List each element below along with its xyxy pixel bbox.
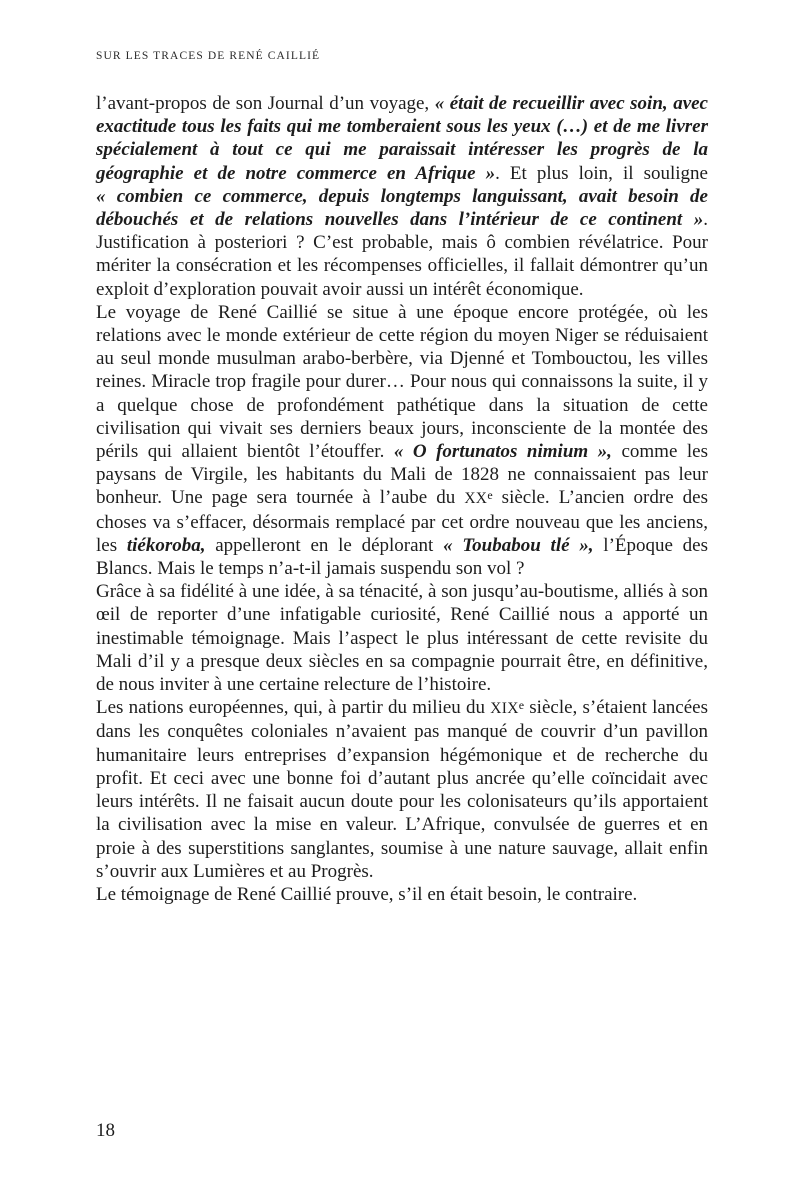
text-run: tiékoroba, [126,534,206,556]
text-run: Le voyage de René Caillié se situe à une époque encore protégée, où les relations avec le monde extérieur de cette région du moyen Niger se réduisaient au seul monde musulman arabo-berbère, via Djenné et Tombouctou, les villes reines. Miracle trop fragile pour durer… Pour nous qui connaissons la suite, il y a quelque chose de profondément pathétique dans la situation de cette civilisation qui vivait ses derniers beaux jours, inconsciente de la montée des périls qui allaient bientôt l’étouffer. [96,301,708,463]
text-run: siècle, s’étaient lancées dans les conquêtes coloniales n’avaient pas manqué de couvrir d’un pavillon humanitaire leurs entreprises d’expansion hégémonique et de recherche du profit. Et ceci avec une bonne foi d’autant plus ancrée qu’elle coïncidait avec leurs intérêts. Il ne faisait aucun doute pour les colonisateurs qu’ils apportaient la civilisation avec la mise en valeur. L’Afrique, convulsée de guerres et en proie à des superstitions sanglantes, soumise à une nature sauvage, allait enfin s’ouvrir aux Lumières et au Progrès. [96,697,709,882]
text-run: XIX [490,700,519,718]
text-run: . Justification à posteriori ? C’est probable, mais ô combien révélatrice. Pour mériter la consécration et les récompenses officielles, il fallait démontrer qu’un exploit d’exploration pouvait avoir aussi un intérêt économique. [96,209,708,300]
text-run: l’avant-propos de son Journal d’un voyage, [96,93,435,114]
text-run: « était de recueillir avec soin, avec exactitude tous les faits qui me tomberaient sous les yeux (…) et de me livrer spécialement à tout ce qui me paraissait intéresser les progrès de la géographie et de notre commerce en Afrique » [96,93,708,184]
text-run: Les nations européennes, qui, à partir du milieu du [96,697,491,719]
text-run: « O fortunatos nimium », [393,441,612,463]
paragraph [96,580,708,696]
text-run: « Toubabou tlé », [443,534,594,556]
paragraph [96,696,708,883]
paragraph [96,301,708,580]
text-run: appelleront en le déplorant [205,534,444,556]
running-header: SUR LES TRACES DE RENÉ CAILLIÉ [96,50,321,62]
paragraph [96,92,708,301]
text-run: siècle. L’ancien ordre des choses va s’effacer, désormais remplacé par cet ordre nouveau que les anciens, les [96,487,709,556]
text-run: Le témoignage de René Caillié prouve, s’il en était besoin, le contraire. [96,883,638,905]
text-run: comme les paysans de Virgile, les habitants du Mali de 1828 ne connaissaient pas leur bonheur. Une page sera tournée à l’aube du [96,441,708,509]
text-run: « combien ce commerce, depuis longtemps languissant, avait besoin de débouchés et de relations nouvelles dans l’intérieur de ce continent » [96,185,708,231]
paragraph [96,883,708,906]
text-run: l’Époque des Blancs. Mais le temps n’a-t-il jamais suspendu son vol ? [96,534,709,580]
page-number: 18 [96,1120,115,1141]
text-run: e [518,698,525,713]
text-run: . Et plus loin, il souligne [495,162,708,184]
body-text [96,92,708,906]
text-run: Grâce à sa fidélité à une idée, à sa ténacité, à son jusqu’au-boutisme, alliés à son œil de reporter d’une infatigable curiosité, René Caillié nous a apporté un inestimable témoignage. Mais l’aspect le plus intéressant de cette revisite du Mali d’il y a presque deux siècles en sa compagnie pourrait être, en définitive, de nous inviter à une certaine relecture de l’histoire. [96,581,708,696]
text-run: XX [464,490,488,508]
text-run: e [487,488,493,503]
